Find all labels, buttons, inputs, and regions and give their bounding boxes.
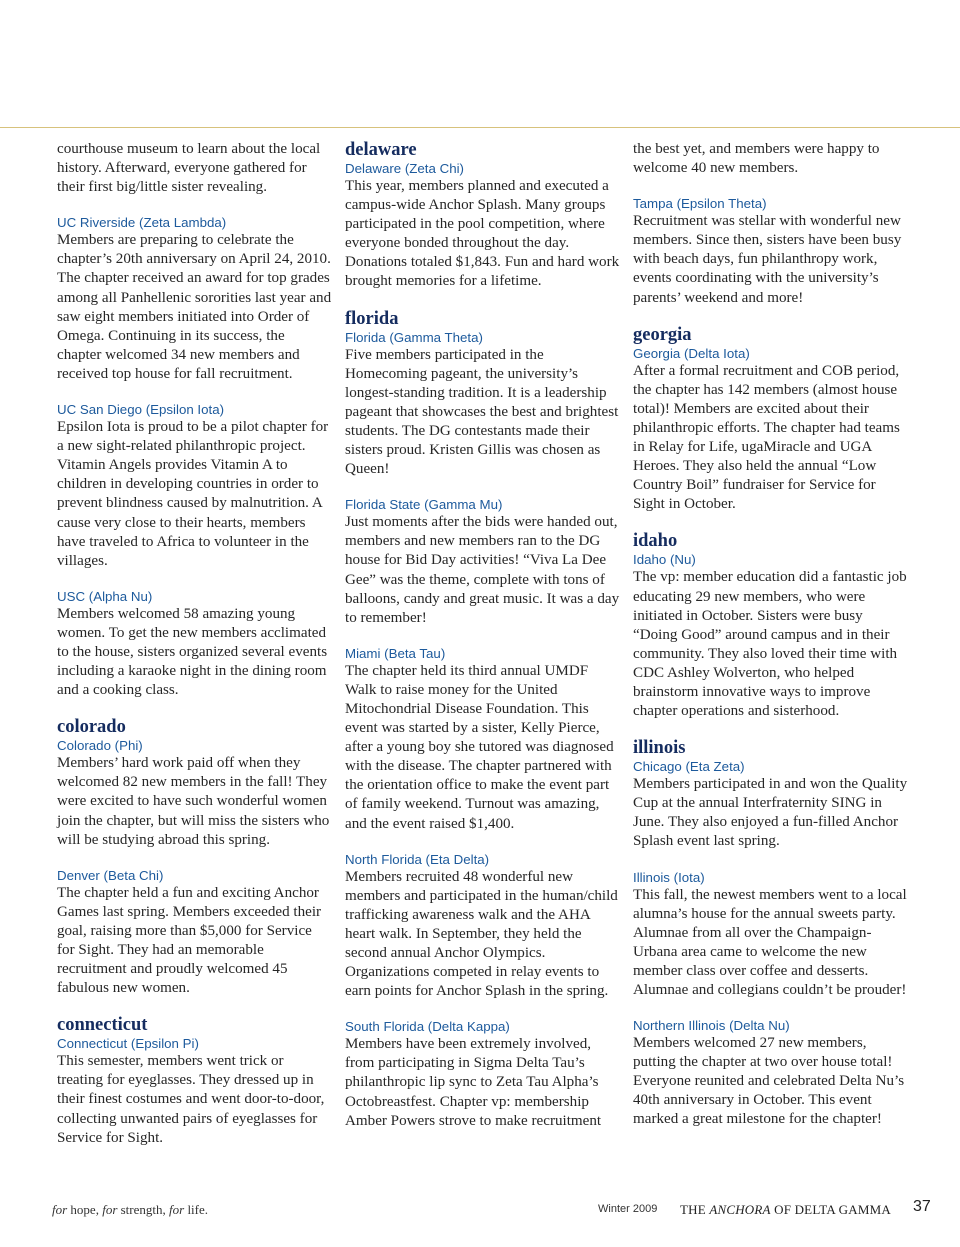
- chapter-title: Florida (Gamma Theta): [345, 329, 483, 345]
- state-heading: illinois: [633, 738, 686, 759]
- chapter-body: The chapter held a fun and exciting Anchor Games last spring. Members exceeded their goal, raising more than $5,000 for Service for Sight. They had an memorable recruitment and proudly welcomed 45 fabulous new women.: [57, 884, 322, 997]
- chapter-title: UC San Diego (Epsilon Iota): [57, 402, 225, 418]
- chapter-title: South Florida (Delta Kappa): [345, 1019, 510, 1035]
- chapter-title: UC Riverside (Zeta Lambda): [57, 215, 227, 231]
- chapter-body: Just moments after the bids were handed out, members and new members ran to the DG house for Bid Day activities! “Viva La Dee Gee” was the theme, complete with tons of balloons, candy and great music. It was a day to remember!: [345, 514, 620, 626]
- chapter-body: Members welcomed 58 amazing young women. To get the new members acclimated to the house, sisters organized several events including a karaoke night in the dining room and a cooking class.: [57, 605, 328, 699]
- magazine-title: THE ANCHORA OF DELTA GAMMA: [680, 1202, 891, 1217]
- state-heading: connecticut: [57, 1015, 148, 1036]
- chapter-title: Idaho (Nu): [633, 552, 696, 568]
- chapter-body: The chapter held its third annual UMDF Walk to raise money for the United Mitochondrial Disease Foundation. This event was started by a sister, Kelly Pierce, after a young boy she tutored was diagnosed with the disease. The chapter partnered with the orientation office to make the event part of family weekend. Turnout was amazing, and the event raised $1,400.: [345, 662, 614, 832]
- state-heading: delaware: [345, 140, 417, 160]
- chapter-title: Connecticut (Epsilon Pi): [57, 1036, 199, 1052]
- continued-text: courthouse museum to learn about the local history. Afterward, everyone gathered for their first big/little sister revealing.: [57, 141, 321, 196]
- chapter-body: Epsilon Iota is proud to be a pilot chapter for a new sight-related philanthropic project. Vitamin Angels provides Vitamin A to children in developing countries in order to prevent blindness caused by malnutrition. A cause very close to their hearts, members have traveled to Africa to volunteer in the villages.: [57, 419, 329, 569]
- column-3: [633, 140, 908, 1130]
- state-heading: florida: [345, 308, 399, 329]
- chapter-title: Illinois (Iota): [633, 869, 705, 885]
- chapter-body: Members welcomed 27 new members, putting the chapter at two over house total! Everyone reunited and celebrated Delta Nu’s 40th anniversary in October. This event marked a great milestone for the chapter!: [633, 1035, 905, 1128]
- continued-text: the best yet, and members were happy to welcome 40 new members.: [633, 141, 880, 177]
- chapter-body: This year, members planned and executed a campus-wide Anchor Splash. Many groups participated in the pool competition, where everyone bonded throughout the day. Donations totaled $1,843. Fun and hard work brought memories for a lifetime.: [345, 178, 620, 290]
- state-heading: colorado: [57, 717, 126, 738]
- chapter-body: Members have been extremely involved, from participating in Sigma Delta Tau’s philanthropic lip sync to Zeta Tau Alpha’s Octobreastfest. Chapter vp: membership Amber Powers strove to make recruitment: [345, 1036, 602, 1129]
- chapter-title: Florida State (Gamma Mu): [345, 497, 503, 513]
- chapter-title: Chicago (Eta Zeta): [633, 759, 745, 775]
- chapter-title: Georgia (Delta Iota): [633, 345, 750, 361]
- chapter-title: Denver (Beta Chi): [57, 867, 164, 883]
- column-1: [57, 140, 332, 1148]
- state-heading: georgia: [633, 324, 692, 345]
- chapter-body: Members’ hard work paid off when they welcomed 82 new members in the fall! They were excited to have such wonderful women join the chapter, but will miss the sisters who will be studying abroad this spring.: [57, 755, 330, 848]
- chapter-title: North Florida (Eta Delta): [345, 851, 490, 867]
- page-footer: [0, 1198, 960, 1222]
- chapter-title: Tampa (Epsilon Theta): [633, 196, 767, 212]
- state-heading: idaho: [633, 531, 678, 552]
- chapter-body: Members participated in and won the Quality Cup at the annual Interfraternity SING in June. They also enjoyed a fun-filled Anchor Splash event last spring.: [633, 776, 908, 850]
- top-rule: [0, 127, 960, 128]
- chapter-body: After a formal recruitment and COB period, the chapter has 142 members (almost house total)! Members are excited about their philanthropic efforts. The chapter had teams in Relay for Life, ugaMiracle and UGA Heroes. They also held the annual “Low Country Boil” fundraiser for Service for Sight in October.: [633, 362, 900, 513]
- footer-tagline: for hope, for strength, for life.: [52, 1202, 209, 1217]
- chapter-body: Members recruited 48 wonderful new members and participated in the human/child trafficking awareness walk and the AHA heart walk. In September, they held the second annual Anchor Olympics. Organizations competed in relay events to earn points for Anchor Splash in the spring.: [345, 868, 618, 1000]
- chapter-title: Miami (Beta Tau): [345, 645, 446, 661]
- chapter-body: Recruitment was stellar with wonderful new members. Since then, sisters have been busy with beach days, fun philanthropy work, events coordinating with the university’s parents’ weekend and more!: [633, 213, 902, 306]
- chapter-body: This fall, the newest members went to a local alumna’s house for the annual sweets party. Alumnae from all over the Champaign-Urbana area came to welcome the new member class over coffee and desserts. Alumnae and collegians couldn’t be prouder!: [633, 886, 907, 998]
- page-number: 37: [913, 1198, 931, 1215]
- chapter-title: USC (Alpha Nu): [57, 588, 153, 604]
- chapter-title: Delaware (Zeta Chi): [345, 161, 464, 176]
- chapter-body: The vp: member education did a fantastic job educating 29 new members, who were initiated in October. Sisters were busy “Doing Good” around campus and in their community. They also loved their time with CDC Ashley Wolverton, who helped brainstorm innovative ways to improve chapter operations and sisterhood.: [633, 569, 907, 720]
- issue-date: Winter 2009: [598, 1203, 658, 1215]
- column-2: [345, 140, 620, 1131]
- chapter-title: Northern Illinois (Delta Nu): [633, 1018, 790, 1034]
- chapter-body: Members are preparing to celebrate the chapter’s 20th anniversary on April 24, 2010. The chapter received an award for top grades among all Panhellenic sororities last year and saw eight members initiated into Order of Omega. Continuing in its success, the chapter welcomed 34 new members and received top house for fall recruitment.: [57, 232, 332, 382]
- chapter-title: Colorado (Phi): [57, 738, 143, 754]
- chapter-body: Five members participated in the Homecoming pageant, the university’s longest-standing tradition. It is a leadership pageant that showcases the best and brightest students. The DG contestants made their sisters proud. Kristen Gillis was chosen as Queen!: [345, 346, 619, 478]
- chapter-body: This semester, members went trick or treating for eyeglasses. They dressed up in their finest costumes and went door-to-door, collecting unwanted pairs of eyeglasses for Service for Sight.: [57, 1053, 325, 1146]
